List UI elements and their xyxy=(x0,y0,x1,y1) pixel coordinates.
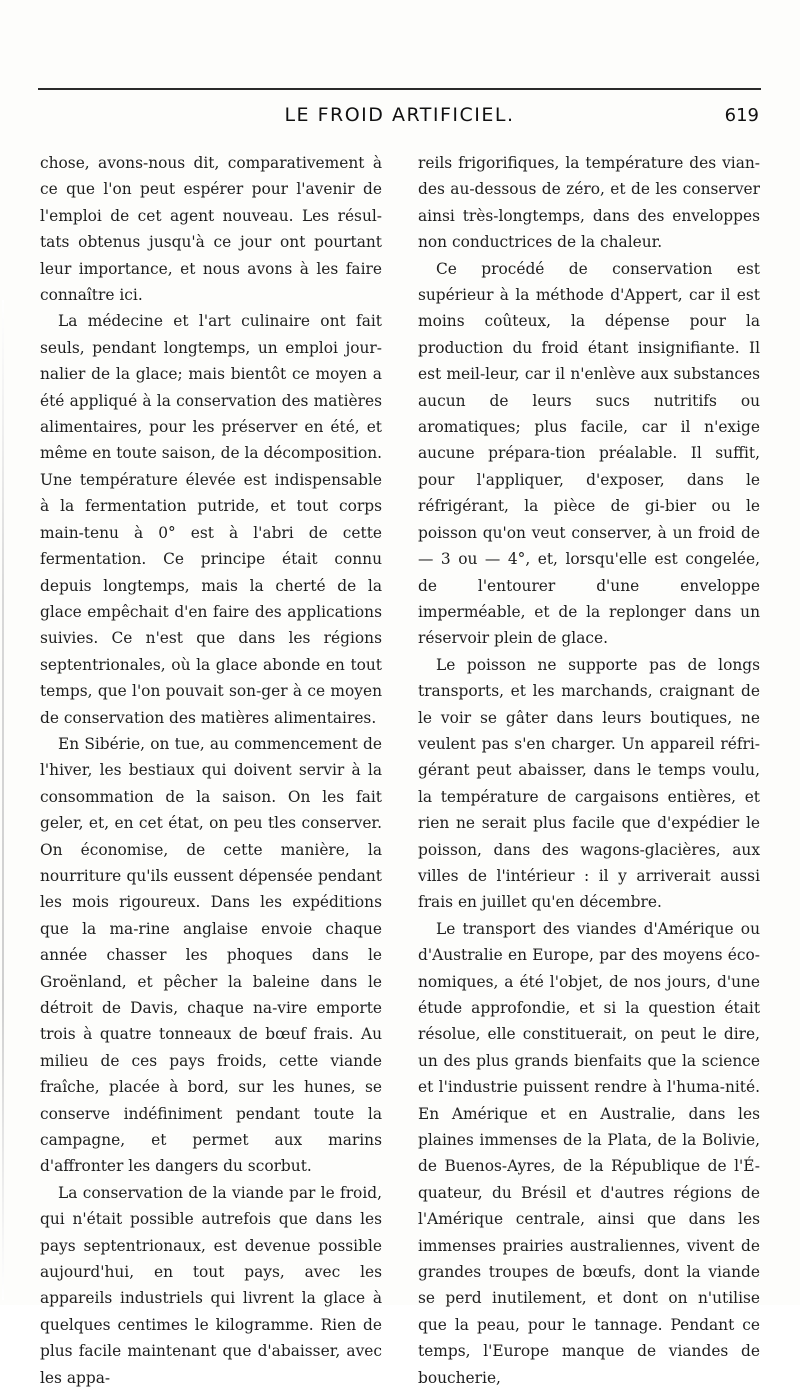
page-edge-shadow xyxy=(2,300,4,1300)
paragraph: Ce procédé de conservation est supérieur à la méthode d'Appert, car il est moins coûteux, la dépense pour la production du froid étant insignifiante. Il est meil-leur, car il n'enlève aux substances aucun de leurs sucs nutritifs ou aromatiques; plus facile, car il n'exige aucune prépara-tion préalable. Il suffit, pour l'appliquer, d'exposer, dans le réfrigérant, la pièce de gi-bier ou le poisson qu'on veut conserver, à un froid de — 3 ou — 4°, et, lorsqu'elle est congelée, de l'entourer d'une enveloppe imperméable, et de la replonger dans un réservoir plein de glace. xyxy=(418,259,760,648)
paragraph: reils frigorifiques, la température des vian-des au-dessous de zéro, et de les conserver ainsi très-longtemps, dans des enveloppes non conductrices de la chaleur. xyxy=(418,154,760,252)
paragraph: La médecine et l'art culinaire ont fait seuls, pendant longtemps, un emploi jour-nalier de la glace; mais bientôt ce moyen a été appliqué à la conservation des matières alimentaires, pour les préserver en été, et même en toute saison, de la décomposition. Une température élevée est indispensable à la fermentation putride, et tout corps main-tenu à 0° est à l'abri de cette fermentation. Ce principe était connu depuis longtemps, mais la cherté de la glace empêchait d'en faire des applications suivies. Ce n'est que dans les régions septentrionales, où la glace abonde en tout temps, que l'on pouvait son-ger à ce moyen de conservation des matières alimentaires. xyxy=(40,312,383,727)
paragraph: La conservation de la viande par le froid, qui n'était possible autrefois que dans les pays septentrionaux, est devenue possible aujourd'hui, en tout pays, avec les appareils industriels qui livrent la glace à quelques centimes le kilogramme. Rien de plus facile maintenant que d'abaisser, avec les appa- xyxy=(40,1183,382,1387)
paragraph: En Sibérie, on tue, au commencement de l'hiver, les bestiaux qui doivent servir à la consommation de la saison. On les fait geler, et, en cet état, on peu tles conserver. On économise, de cette manière, la nourriture qu'ils eussent dépensée pendant les mois rigoureux. Dans les expéditions que la ma-rine anglaise envoie chaque année chasser les phoques dans le Groënland, et pêcher la baleine dans le détroit de Davis, chaque na-vire emporte trois à quatre tonneaux de bœuf frais. Au milieu de ces pays froids, cette viande fraîche, placée à bord, sur les hunes, se conserve indéfiniment pendant toute la campagne, et permet aux marins d'affronter les dangers du scorbut. xyxy=(40,734,382,1176)
paragraph: chose, avons-nous dit, comparativement à ce que l'on peut espérer pour l'avenir de l'emploi de cet agent nouveau. Les résul-tats obtenus jusqu'à ce jour ont pourtant leur importance, et nous avons à les faire connaître ici. xyxy=(40,154,382,305)
paragraph: Le poisson ne supporte pas de longs transports, et les marchands, craignant de le voir se gâter dans leurs boutiques, ne veulent pas s'en charger. Un appareil réfri-gérant peut abaisser, dans le temps voulu, la température de cargaisons entières, et rien ne serait plus facile que d'expédier le poisson, dans des wagons-glacières, aux villes de l'intérieur : il y arriverait aussi frais en juillet qu'en décembre. xyxy=(418,655,760,912)
page-header xyxy=(38,104,761,134)
right-column xyxy=(418,150,760,1391)
running-title: LE FROID ARTIFICIEL. xyxy=(284,104,515,126)
header-rule xyxy=(38,88,761,90)
left-column xyxy=(40,150,382,1391)
page-number: 619 xyxy=(724,105,759,126)
paragraph: Le transport des viandes d'Amérique ou d'Australie en Europe, par des moyens éco-nomiques, a été l'objet, de nos jours, d'une étude approfondie, et si la question était résolue, elle constituerait, on peut le dire, un des plus grands bienfaits que la science et l'industrie puissent rendre à l'huma-nité. En Amérique et en Australie, dans les plaines immenses de la Plata, de la Bolivie, de Buenos-Ayres, de la République de l'É-quateur, du Brésil et d'autres régions de l'Amérique centrale, ainsi que dans les immenses prairies australiennes, vivent de grandes troupes de bœufs, dont la viande se perd inutilement, et dont on n'utilise que la peau, pour le tannage. Pendant ce temps, l'Europe manque de viandes de boucherie, xyxy=(418,919,760,1387)
